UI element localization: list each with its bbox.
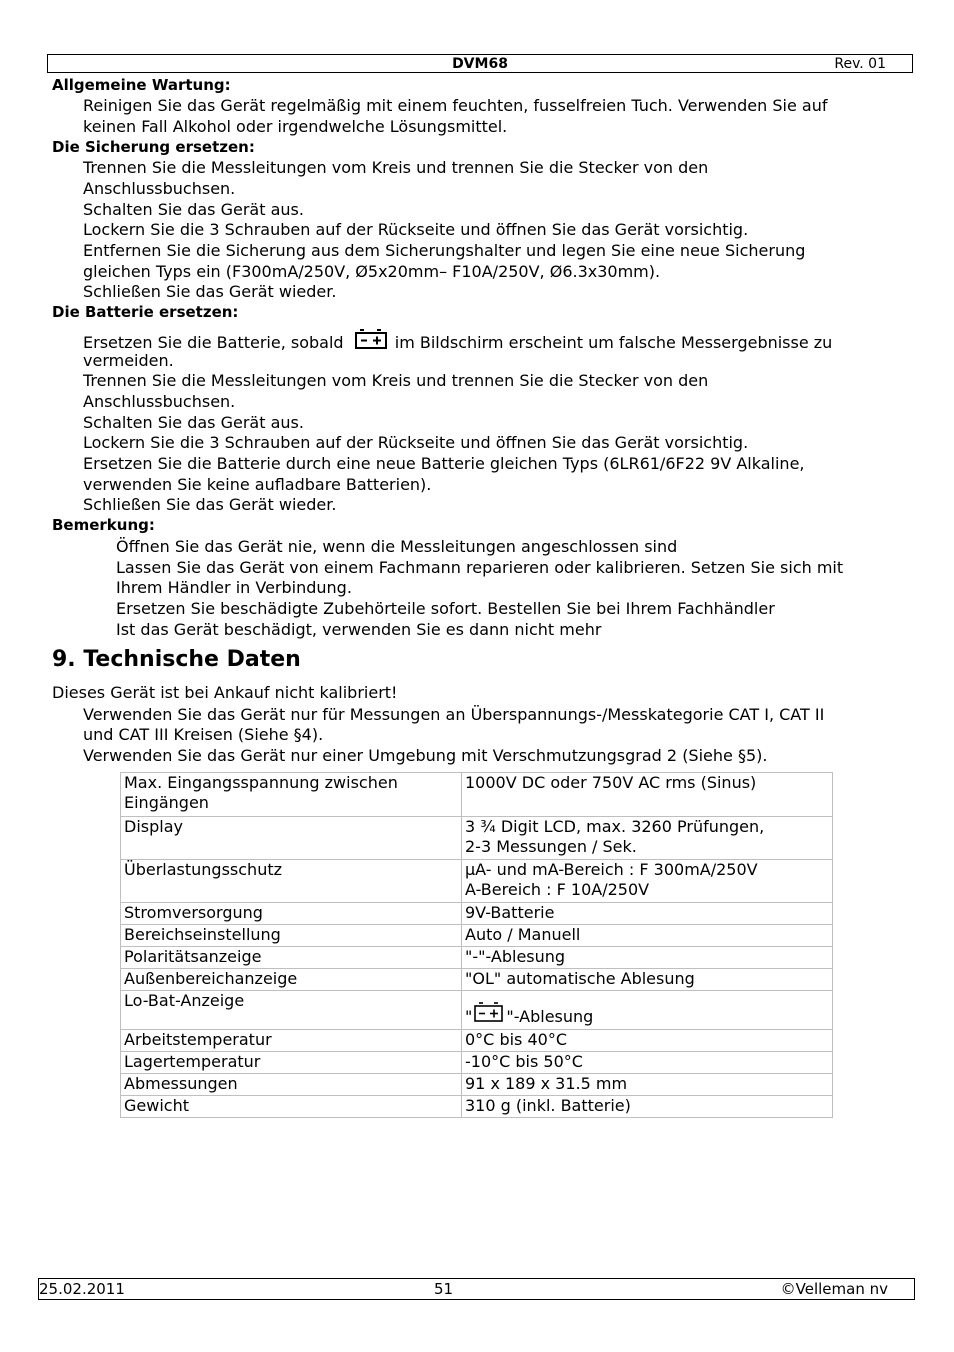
table-cell-label: Display (121, 817, 462, 860)
table-cell-label: Lagertemperatur (121, 1052, 462, 1074)
paragraph-text: im Bildschirm erscheint um falsche Messergebnisse zu (394, 333, 833, 352)
heading-batterie: Die Batterie ersetzen: (52, 303, 239, 321)
paragraph-line: Verwenden Sie das Gerät nur für Messungen an Überspannungs-/Messkategorie CAT I, CAT II (83, 705, 825, 724)
paragraph-line: Ihrem Händler in Verbindung. (116, 578, 352, 597)
table-row (121, 969, 833, 991)
paragraph-line: Schließen Sie das Gerät wieder. (83, 282, 337, 301)
table-cell-value: 1000V DC oder 750V AC rms (Sinus) (462, 773, 833, 817)
paragraph-line: Ist das Gerät beschädigt, verwenden Sie es dann nicht mehr (116, 620, 602, 639)
paragraph-line: verwenden Sie keine aufladbare Batterien). (83, 475, 432, 494)
table-cell-label: Außenbereichanzeige (121, 969, 462, 991)
table-cell-label: Abmessungen (121, 1074, 462, 1096)
paragraph-line: Trennen Sie die Messleitungen vom Kreis und trennen Sie die Stecker von den (83, 371, 709, 390)
table-cell-label: Max. Eingangsspannung zwischen Eingängen (121, 773, 462, 817)
paragraph-line: Lockern Sie die 3 Schrauben auf der Rückseite und öffnen Sie das Gerät vorsichtig. (83, 220, 749, 239)
table-row (121, 1052, 833, 1074)
table-cell-label: Arbeitstemperatur (121, 1030, 462, 1052)
table-row (121, 773, 833, 817)
heading-wartung: Allgemeine Wartung: (52, 76, 231, 94)
table-row (121, 1074, 833, 1096)
table-cell-label: Lo-Bat-Anzeige (121, 991, 462, 1030)
paragraph-line: Öffnen Sie das Gerät nie, wenn die Messleitungen angeschlossen sind (116, 537, 678, 556)
paragraph-line: Schalten Sie das Gerät aus. (83, 413, 304, 432)
table-row (121, 860, 833, 903)
table-cell-value: 310 g (inkl. Batterie) (462, 1096, 833, 1118)
table-row (121, 817, 833, 860)
table-cell-value: µA- und mA-Bereich : F 300mA/250V A-Bereich : F 10A/250V (462, 860, 833, 903)
paragraph-line: Anschlussbuchsen. (83, 392, 236, 411)
table-cell-value: 9V-Batterie (462, 903, 833, 925)
heading-sicherung: Die Sicherung ersetzen: (52, 138, 255, 156)
table-cell-value: 0°C bis 40°C (462, 1030, 833, 1052)
paragraph-text: Ersetzen Sie die Batterie, sobald (83, 333, 344, 352)
table-cell-value: Auto / Manuell (462, 925, 833, 947)
paragraph-line: Entfernen Sie die Sicherung aus dem Sicherungshalter und legen Sie eine neue Sicherung (83, 241, 806, 260)
specifications-table (120, 772, 833, 1118)
table-cell-value: 91 x 189 x 31.5 mm (462, 1074, 833, 1096)
table-cell-label: Überlastungsschutz (121, 860, 462, 903)
paragraph-line: Trennen Sie die Messleitungen vom Kreis und trennen Sie die Stecker von den (83, 158, 709, 177)
document-title: DVM68 (452, 56, 508, 72)
table-cell-value: "OL" automatische Ablesung (462, 969, 833, 991)
table-row (121, 1030, 833, 1052)
page-footer (38, 1278, 915, 1300)
paragraph-line: Ersetzen Sie beschädigte Zubehörteile sofort. Bestellen Sie bei Ihrem Fachhändler (116, 599, 775, 618)
table-cell-label: Bereichseinstellung (121, 925, 462, 947)
table-row (121, 991, 833, 1030)
paragraph-line: Reinigen Sie das Gerät regelmäßig mit einem feuchten, fusselfreien Tuch. Verwenden Sie auf (83, 96, 828, 115)
heading-bemerkung: Bemerkung: (52, 516, 155, 534)
paragraph-line: Schließen Sie das Gerät wieder. (83, 495, 337, 514)
paragraph-line: Lassen Sie das Gerät von einem Fachmann reparieren oder kalibrieren. Setzen Sie sich mit (116, 558, 844, 577)
paragraph-line: und CAT III Kreisen (Siehe §4). (83, 725, 324, 744)
section-heading-technische-daten: 9. Technische Daten (52, 647, 301, 672)
paragraph-line-with-icon (83, 329, 832, 354)
table-cell-value: -10°C bis 50°C (462, 1052, 833, 1074)
table-cell-value: 3 ¾ Digit LCD, max. 3260 Prüfungen, 2-3 Messungen / Sek. (462, 817, 833, 860)
table-cell-label: Stromversorgung (121, 903, 462, 925)
paragraph-line: Verwenden Sie das Gerät nur einer Umgebung mit Verschmutzungsgrad 2 (Siehe §5). (83, 746, 768, 765)
table-row (121, 925, 833, 947)
paragraph-line: Schalten Sie das Gerät aus. (83, 200, 304, 219)
table-cell-label: Gewicht (121, 1096, 462, 1118)
revision-label: Rev. 01 (834, 56, 886, 72)
intro-line: Dieses Gerät ist bei Ankauf nicht kalibriert! (52, 683, 398, 702)
battery-low-icon (474, 1001, 504, 1029)
paragraph-line: Anschlussbuchsen. (83, 179, 236, 198)
paragraph-line: gleichen Typs ein (F300mA/250V, Ø5x20mm– F10A/250V, Ø6.3x30mm). (83, 262, 661, 281)
paragraph-line: vermeiden. (83, 351, 174, 370)
page-header (47, 54, 913, 73)
table-row (121, 1096, 833, 1118)
footer-copyright: ©Velleman nv (780, 1280, 888, 1298)
paragraph-line: Lockern Sie die 3 Schrauben auf der Rückseite und öffnen Sie das Gerät vorsichtig. (83, 433, 749, 452)
table-cell-value: "-"-Ablesung (462, 947, 833, 969)
footer-date: 25.02.2011 (39, 1280, 125, 1298)
table-cell-label: Polaritätsanzeige (121, 947, 462, 969)
paragraph-line: Ersetzen Sie die Batterie durch eine neue Batterie gleichen Typs (6LR61/6F22 9V Alkaline, (83, 454, 805, 473)
table-row (121, 947, 833, 969)
page-number: 51 (434, 1280, 454, 1298)
battery-low-icon (355, 329, 387, 354)
table-row (121, 903, 833, 925)
table-cell-value: " "-Ablesung (462, 991, 833, 1030)
paragraph-line: keinen Fall Alkohol oder irgendwelche Lösungsmittel. (83, 117, 508, 136)
